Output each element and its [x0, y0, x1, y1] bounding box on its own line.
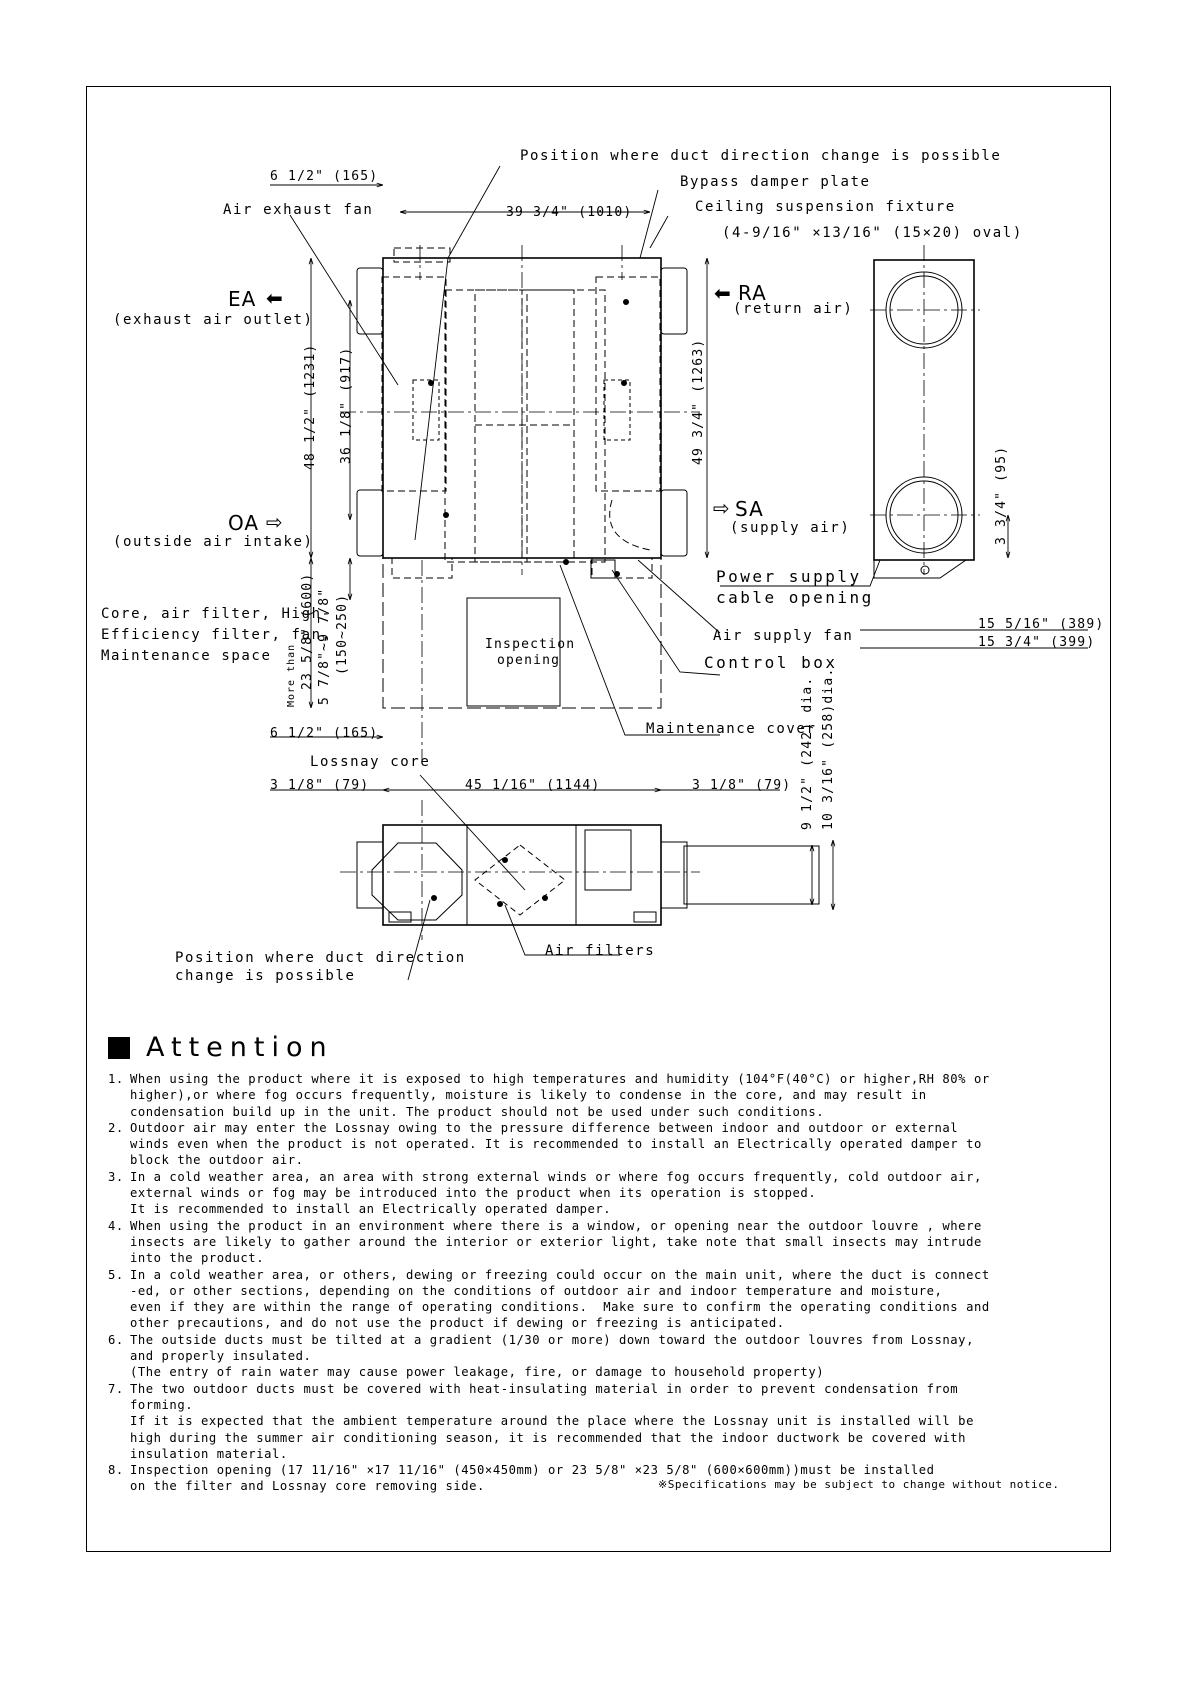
sa-desc: (supply air) [730, 520, 851, 536]
attention-item-text: In a cold weather area, or others, dewing or freezing could occur on the main unit, where the duct is connect [130, 1267, 990, 1282]
attention-item-text: external winds or fog may be introduced into the product when its operation is stopped. [130, 1186, 817, 1201]
attention-item-text: The two outdoor ducts must be covered with heat-insulating material in order to prevent condensation from [130, 1381, 959, 1396]
attention-item-text: -ed, or other sections, depending on the conditions of outdoor air and indoor temperature and moisture, [130, 1283, 943, 1298]
attention-item-number: 1. [108, 1072, 124, 1086]
ra-label: RA [738, 281, 767, 305]
lossnay-core-label: Lossnay core [310, 754, 431, 770]
specifications-note: ※Specifications may be subject to change without notice. [658, 1478, 1060, 1491]
attention-item-number [108, 1397, 130, 1413]
attention-item-text: high during the summer air conditioning season, it is recommended that the indoor ductwork be covered with [130, 1430, 967, 1445]
attention-item-number: 6. [108, 1332, 124, 1347]
maintenance-space-label-1: Core, air filter, High- [101, 606, 332, 622]
attention-section [108, 1032, 1108, 1495]
more-than-label: More than [286, 643, 297, 707]
attention-item-number [108, 1087, 130, 1103]
attention-item-number: 7. [108, 1381, 124, 1396]
attention-list [108, 1071, 1108, 1495]
dim-399: 15 3/4" (399) [978, 635, 1096, 650]
dim-150-250-b: (150~250) [335, 593, 350, 675]
attention-item-text: winds even when the product is not operated. It is recommended to install an Electrically operated damper to [130, 1137, 982, 1152]
attention-item-text: insects are likely to gather around the interior or exterior light, take note that small insects may intrude [130, 1234, 982, 1249]
attention-item-line [108, 1315, 1108, 1331]
attention-item-line [108, 1364, 1108, 1380]
dim-150-250-a: 5 7/8"~9 7/8" [317, 587, 332, 705]
ra-arrow-icon: ⬅ [714, 281, 732, 305]
dim-79-right: 3 1/8" (79) [692, 778, 792, 793]
attention-item-line [108, 1234, 1108, 1250]
front-view [340, 800, 819, 940]
attention-item-line [108, 1430, 1108, 1446]
attention-item-line [108, 1332, 1108, 1348]
power-supply-label-1: Power supply [716, 567, 862, 586]
oa-desc: (outside air intake) [113, 534, 314, 550]
attention-item-line [108, 1152, 1108, 1168]
attention-item-number: 4. [108, 1218, 124, 1233]
attention-item-number [108, 1250, 130, 1266]
attention-item-line [108, 1348, 1108, 1364]
attention-item-number [108, 1104, 130, 1120]
ra-desc: (return air) [733, 301, 854, 317]
dim-1144: 45 1/16" (1144) [465, 778, 601, 793]
attention-item-line [108, 1381, 1108, 1397]
attention-item-line [108, 1446, 1108, 1462]
attention-item-number [108, 1446, 130, 1462]
attention-item-text: Outdoor air may enter the Lossnay owing to the pressure difference between indoor and outdoor or external [130, 1120, 959, 1135]
dim-165-bottom: 6 1/2" (165) [270, 726, 379, 741]
attention-item-line [108, 1104, 1108, 1120]
attention-item-text: Inspection opening (17 11/16" ×17 11/16" (450×450mm) or 23 5/8" ×23 5/8" (600×600mm))must be installed [130, 1463, 935, 1478]
attention-item-text: and properly insulated. [130, 1349, 312, 1364]
dimension-lines [270, 166, 1088, 980]
attention-item-line [108, 1185, 1108, 1201]
attention-item-number: 3. [108, 1169, 124, 1184]
attention-item-text: insulation material. [130, 1446, 288, 1461]
dim-95: 3 3/4" (95) [994, 445, 1009, 545]
air-exhaust-fan-label: Air exhaust fan [223, 202, 374, 218]
maintenance-space-label-3: Maintenance space [101, 648, 272, 664]
attention-item-number [108, 1152, 130, 1168]
attention-item-number [108, 1430, 130, 1446]
dim-1010: 39 3/4" (1010) [506, 205, 633, 220]
power-supply-label-2: cable opening [716, 588, 874, 607]
dim-389: 15 5/16" (389) [978, 617, 1105, 632]
attention-item-line [108, 1169, 1108, 1185]
inspection-label-2: opening [497, 653, 561, 668]
sa-label: SA [735, 497, 764, 521]
dim-1231: 48 1/2" (1231) [303, 343, 318, 470]
attention-item-text: even if they are within the range of operating conditions. Make sure to confirm the operating conditions and [130, 1300, 990, 1315]
attention-item-text: condensation build up in the unit. The product should not be used under such conditions. [130, 1104, 825, 1119]
attention-item-line [108, 1397, 1108, 1413]
attention-item-line [108, 1267, 1108, 1283]
attention-item-number [108, 1413, 130, 1429]
attention-item-text: When using the product where it is exposed to high temperatures and humidity (104°F(40°C) or higher,RH 80% or [130, 1072, 990, 1086]
dim-258: 10 3/16" (258)dia. [821, 667, 836, 830]
attention-item-text: The outside ducts must be tilted at a gradient (1/30 or more) down toward the outdoor louvres from Lossnay, [130, 1332, 974, 1347]
oa-label: OA [228, 511, 260, 535]
side-view [870, 245, 980, 578]
air-supply-fan-label: Air supply fan [713, 628, 854, 644]
attention-item-number [108, 1185, 130, 1201]
attention-item-number [108, 1315, 130, 1331]
attention-item-text: It is recommended to install an Electrically operated damper. [130, 1202, 612, 1217]
attention-item-number [108, 1201, 130, 1217]
top-view [340, 245, 700, 760]
attention-item-number: 2. [108, 1120, 124, 1135]
attention-title: Attention [146, 1032, 334, 1063]
attention-item-line [108, 1250, 1108, 1266]
attention-item-text: If it is expected that the ambient temperature around the place where the Lossnay unit is installed will be [130, 1414, 974, 1429]
maintenance-cover-label: Maintenance cover [646, 721, 817, 737]
ceiling-fixture-size-label: (4-9/16" ×13/16" (15×20) oval) [722, 225, 1023, 241]
duct-change-top-label: Position where duct direction change is possible [520, 148, 1002, 164]
ceiling-fixture-label: Ceiling suspension fixture [695, 199, 956, 215]
ea-arrow-icon: ⬅ [266, 286, 284, 310]
sa-arrow-icon: ⇨ [713, 496, 731, 520]
attention-item-number [108, 1348, 130, 1364]
attention-item-line [108, 1201, 1108, 1217]
dim-79-left: 3 1/8" (79) [270, 778, 370, 793]
attention-item-line [108, 1120, 1108, 1136]
attention-item-line [108, 1462, 1108, 1478]
attention-item-text: into the product. [130, 1251, 265, 1266]
attention-item-text: higher),or where fog occurs frequently, moisture is likely to condense in the core, and may result in [130, 1088, 927, 1103]
attention-item-number [108, 1478, 130, 1494]
attention-item-number [108, 1364, 130, 1380]
control-box-label: Control box [704, 653, 838, 672]
square-bullet-icon [108, 1037, 130, 1059]
air-filters-label: Air filters [545, 943, 656, 959]
dim-165-top: 6 1/2" (165) [270, 169, 379, 184]
attention-item-text: (The entry of rain water may cause power leakage, fire, or damage to household property) [130, 1365, 825, 1380]
attention-item-text: When using the product in an environment where there is a window, or opening near the outdoor louvre , where [130, 1218, 982, 1233]
attention-item-text: block the outdoor air. [130, 1153, 304, 1168]
attention-item-number: 5. [108, 1267, 124, 1282]
ea-label: EA [228, 287, 257, 311]
dim-917: 36 1/8" (917) [339, 346, 354, 464]
maintenance-space-label-2: Efficiency filter, fan, [101, 627, 332, 643]
attention-item-line [108, 1413, 1108, 1429]
attention-item-number [108, 1299, 130, 1315]
dim-1263: 49 3/4" (1263) [691, 338, 706, 465]
attention-item-text: on the filter and Lossnay core removing side. [130, 1479, 485, 1494]
attention-item-line [108, 1283, 1108, 1299]
attention-item-number [108, 1136, 130, 1152]
attention-item-line [108, 1071, 1108, 1087]
attention-item-line [108, 1136, 1108, 1152]
attention-item-line [108, 1299, 1108, 1315]
inspection-label-1: Inspection [485, 637, 576, 652]
attention-item-line [108, 1087, 1108, 1103]
bypass-damper-label: Bypass damper plate [680, 174, 871, 190]
attention-item-line [108, 1218, 1108, 1234]
duct-change-bottom-label-2: change is possible [175, 968, 356, 984]
attention-item-number [108, 1234, 130, 1250]
attention-item-text: forming. [130, 1397, 194, 1412]
duct-change-bottom-label-1: Position where duct direction [175, 950, 466, 966]
attention-item-number: 8. [108, 1463, 124, 1478]
dim-600: 23 5/8" (600) [300, 572, 315, 690]
dim-242: 9 1/2" (242) dia. [800, 676, 815, 830]
attention-item-text: other precautions, and do not use the product if dewing or freezing is anticipated. [130, 1316, 785, 1331]
oa-arrow-icon: ⇨ [266, 510, 284, 534]
attention-item-text: In a cold weather area, an area with strong external winds or where fog occurs frequently, cold outdoor air, [130, 1169, 982, 1184]
attention-item-number [108, 1283, 130, 1299]
ea-desc: (exhaust air outlet) [113, 312, 314, 328]
